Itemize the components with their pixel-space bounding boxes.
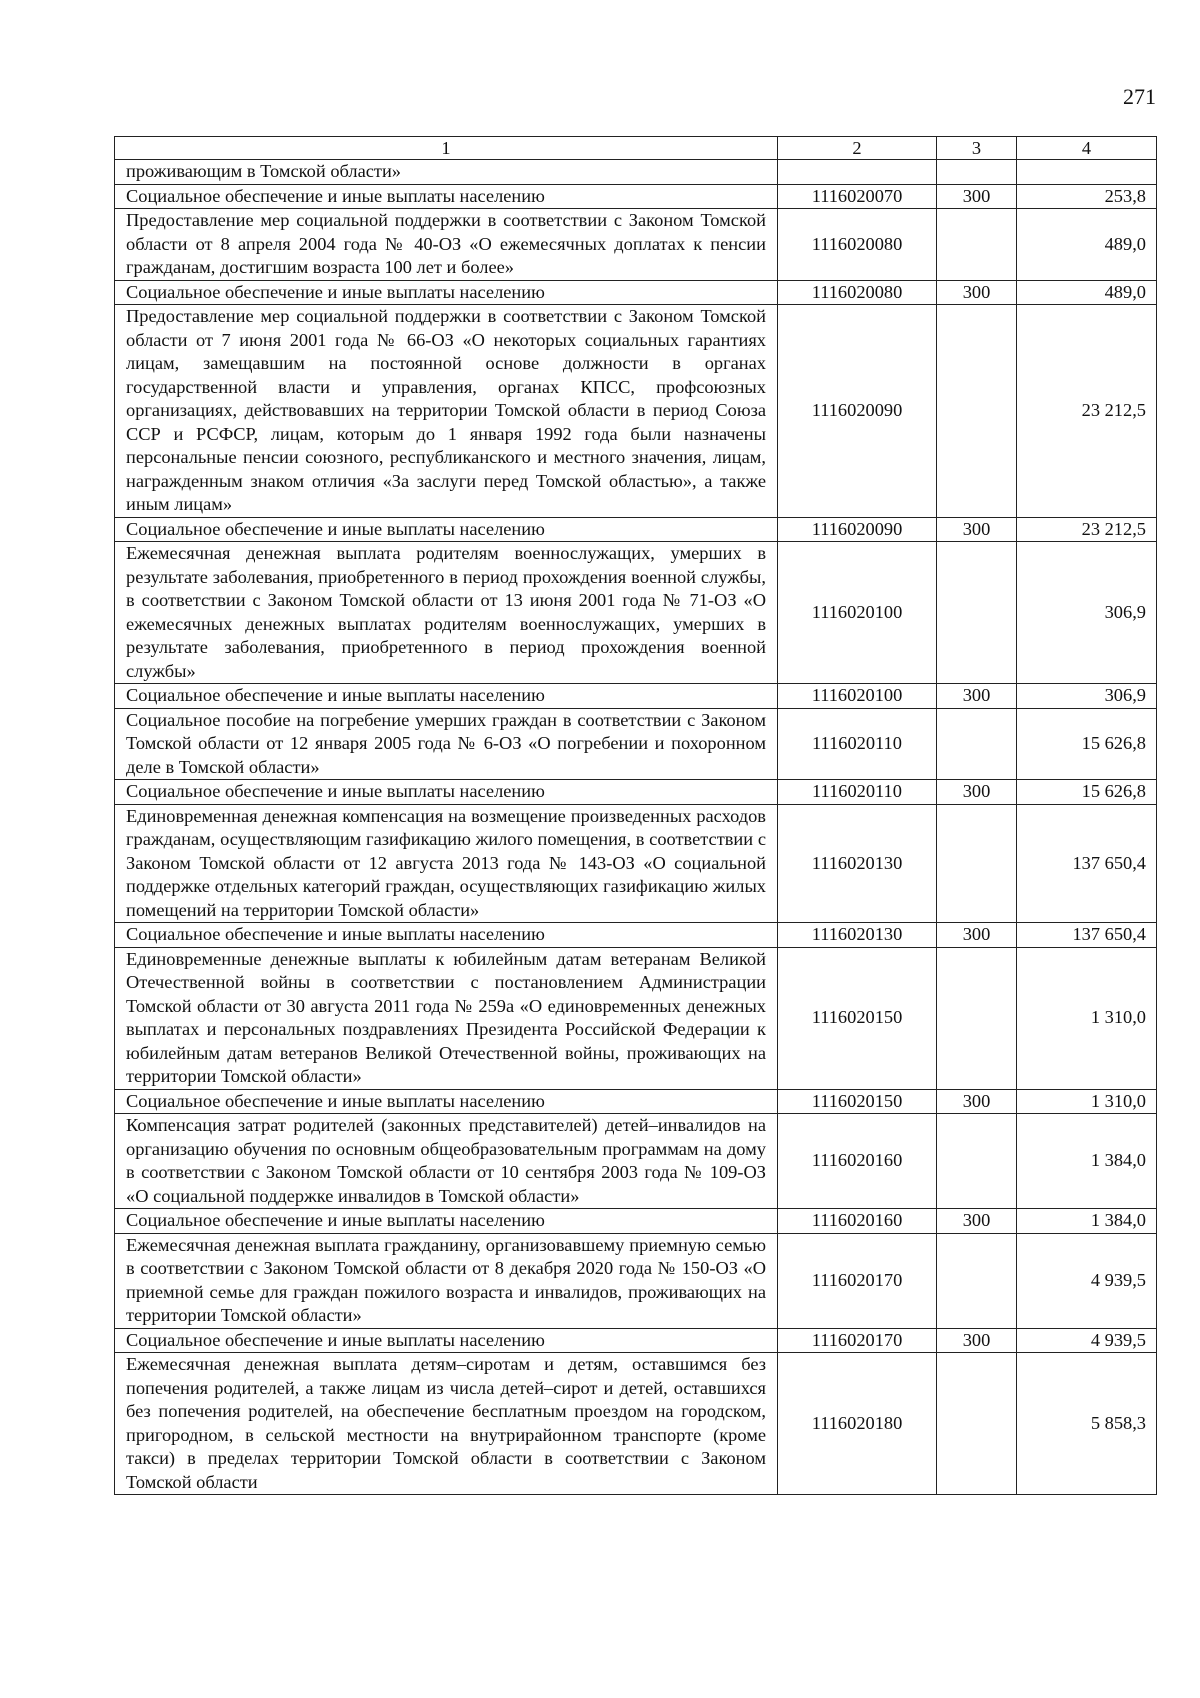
row-code: 1116020130 <box>778 804 937 923</box>
table-row <box>115 947 1157 1089</box>
header-col-3: 3 <box>937 137 1017 160</box>
row-amount: 23 212,5 <box>1017 305 1157 518</box>
table-row <box>115 1209 1157 1234</box>
table-header <box>115 137 1157 160</box>
row-expense-type <box>937 542 1017 684</box>
table-row <box>115 305 1157 518</box>
table-row <box>115 184 1157 209</box>
row-expense-type <box>937 947 1017 1089</box>
row-description: Единовременные денежные выплаты к юбилейным датам ветеранам Великой Отечественной войны в соответствии с постановлением Администрации Томской области от 30 августа 2011 года № 259а «О единовременных денежных выплатах и персональных поздравлениях Президента Российской Федерации к юбилейным датам ветеранов Великой Отечественной войны, проживающих на территории Томской области» <box>115 947 778 1089</box>
row-code <box>778 160 937 185</box>
row-description: Ежемесячная денежная выплата детям–сиротам и детям, оставшимся без попечения родителей, а также лицам из числа детей–сирот и детей, оставшихся без попечения родителей, на обеспечение бесплатным проездом на городском, пригородном, в сельской местности на внутрирайонном транспорте (кроме такси) в пределах территории Томской области в соответствии с Законом Томской области <box>115 1353 778 1495</box>
budget-table <box>114 136 1157 1495</box>
row-expense-type <box>937 1233 1017 1328</box>
table-row <box>115 517 1157 542</box>
row-expense-type <box>937 1114 1017 1209</box>
row-amount: 306,9 <box>1017 542 1157 684</box>
row-description: Единовременная денежная компенсация на возмещение произведенных расходов гражданам, осуществляющим газификацию жилого помещения, в соответствии с Законом Томской области от 12 августа 2013 года № 143-ОЗ «О социальной поддержке отдельных категорий граждан, осуществляющих газификацию жилых помещений на территории Томской области» <box>115 804 778 923</box>
row-expense-type: 300 <box>937 280 1017 305</box>
row-description: Предоставление мер социальной поддержки в соответствии с Законом Томской области от 7 июня 2001 года № 66-ОЗ «О некоторых социальных гарантиях лицам, замещавшим на постоянной основе должности в органах государственной власти и управления, органах КПСС, профсоюзных организациях, действовавших на территории Томской области в период Союза ССР и РСФСР, лицам, которым до 1 января 1992 года были назначены персональные пенсии союзного, республиканского и местного значения, лицам, награжденным знаком отличия «За заслуги перед Томской областью», а также иным лицам» <box>115 305 778 518</box>
row-expense-type: 300 <box>937 1089 1017 1114</box>
row-amount: 489,0 <box>1017 209 1157 281</box>
row-expense-type: 300 <box>937 780 1017 805</box>
row-expense-type <box>937 804 1017 923</box>
row-code: 1116020080 <box>778 280 937 305</box>
row-description: Ежемесячная денежная выплата гражданину, организовавшему приемную семью в соответствии с Законом Томской области от 8 декабря 2020 года № 150-ОЗ «О приемной семье для граждан пожилого возраста и инвалидов, проживающих на территории Томской области» <box>115 1233 778 1328</box>
row-expense-type <box>937 160 1017 185</box>
header-col-1: 1 <box>115 137 778 160</box>
row-amount: 15 626,8 <box>1017 780 1157 805</box>
row-amount: 1 310,0 <box>1017 947 1157 1089</box>
row-code: 1116020160 <box>778 1114 937 1209</box>
table-row <box>115 542 1157 684</box>
row-amount: 1 310,0 <box>1017 1089 1157 1114</box>
table-row <box>115 1328 1157 1353</box>
row-code: 1116020070 <box>778 184 937 209</box>
table-row <box>115 1233 1157 1328</box>
page-number: 271 <box>1123 84 1156 109</box>
row-amount: 1 384,0 <box>1017 1114 1157 1209</box>
row-code: 1116020130 <box>778 923 937 948</box>
row-expense-type: 300 <box>937 184 1017 209</box>
row-description: Социальное обеспечение и иные выплаты населению <box>115 1328 778 1353</box>
table-row <box>115 160 1157 185</box>
row-code: 1116020160 <box>778 1209 937 1234</box>
row-code: 1116020150 <box>778 1089 937 1114</box>
header-col-4: 4 <box>1017 137 1157 160</box>
row-code: 1116020110 <box>778 708 937 780</box>
table-row <box>115 280 1157 305</box>
header-row <box>115 137 1157 160</box>
table-row <box>115 684 1157 709</box>
row-description: Социальное обеспечение и иные выплаты населению <box>115 184 778 209</box>
table-row <box>115 209 1157 281</box>
row-description: Социальное обеспечение и иные выплаты населению <box>115 1089 778 1114</box>
row-description: Социальное обеспечение и иные выплаты населению <box>115 780 778 805</box>
row-code: 1116020090 <box>778 517 937 542</box>
row-amount: 23 212,5 <box>1017 517 1157 542</box>
row-expense-type <box>937 209 1017 281</box>
row-description: проживающим в Томской области» <box>115 160 778 185</box>
row-description: Ежемесячная денежная выплата родителям военнослужащих, умерших в результате заболевания, приобретенного в период прохождения военной службы, в соответствии с Законом Томской области от 13 июня 2001 года № 71-ОЗ «О ежемесячных денежных выплатах родителям военнослужащих, умерших в результате заболевания, приобретенного в период прохождения военной службы» <box>115 542 778 684</box>
row-code: 1116020090 <box>778 305 937 518</box>
row-amount: 137 650,4 <box>1017 804 1157 923</box>
row-amount: 306,9 <box>1017 684 1157 709</box>
header-col-2: 2 <box>778 137 937 160</box>
row-amount: 489,0 <box>1017 280 1157 305</box>
row-amount: 253,8 <box>1017 184 1157 209</box>
row-description: Социальное обеспечение и иные выплаты населению <box>115 923 778 948</box>
row-code: 1116020100 <box>778 542 937 684</box>
table-row <box>115 708 1157 780</box>
table-row <box>115 923 1157 948</box>
table-row <box>115 780 1157 805</box>
row-description: Компенсация затрат родителей (законных представителей) детей–инвалидов на организацию обучения по основным общеобразовательным программам на дому в соответствии с Законом Томской области от 10 сентября 2003 года № 109-ОЗ «О социальной поддержке инвалидов в Томской области» <box>115 1114 778 1209</box>
row-description: Социальное обеспечение и иные выплаты населению <box>115 517 778 542</box>
row-description: Предоставление мер социальной поддержки в соответствии с Законом Томской области от 8 апреля 2004 года № 40-ОЗ «О ежемесячных доплатах к пенсии гражданам, достигшим возраста 100 лет и более» <box>115 209 778 281</box>
row-amount: 137 650,4 <box>1017 923 1157 948</box>
row-description: Социальное пособие на погребение умерших граждан в соответствии с Законом Томской области от 12 января 2005 года № 6-ОЗ «О погребении и похоронном деле в Томской области» <box>115 708 778 780</box>
row-description: Социальное обеспечение и иные выплаты населению <box>115 684 778 709</box>
row-code: 1116020110 <box>778 780 937 805</box>
row-expense-type: 300 <box>937 1328 1017 1353</box>
row-expense-type: 300 <box>937 1209 1017 1234</box>
row-code: 1116020150 <box>778 947 937 1089</box>
row-amount: 4 939,5 <box>1017 1233 1157 1328</box>
row-code: 1116020170 <box>778 1328 937 1353</box>
row-expense-type: 300 <box>937 684 1017 709</box>
table-row <box>115 1114 1157 1209</box>
table-row <box>115 1353 1157 1495</box>
row-amount: 15 626,8 <box>1017 708 1157 780</box>
row-amount: 5 858,3 <box>1017 1353 1157 1495</box>
row-description: Социальное обеспечение и иные выплаты населению <box>115 280 778 305</box>
row-amount: 4 939,5 <box>1017 1328 1157 1353</box>
table-row <box>115 804 1157 923</box>
row-expense-type <box>937 305 1017 518</box>
row-amount: 1 384,0 <box>1017 1209 1157 1234</box>
row-expense-type: 300 <box>937 923 1017 948</box>
row-expense-type: 300 <box>937 517 1017 542</box>
row-code: 1116020100 <box>778 684 937 709</box>
row-code: 1116020080 <box>778 209 937 281</box>
row-description: Социальное обеспечение и иные выплаты населению <box>115 1209 778 1234</box>
row-expense-type <box>937 1353 1017 1495</box>
row-code: 1116020170 <box>778 1233 937 1328</box>
table-row <box>115 1089 1157 1114</box>
table-body <box>115 160 1157 1495</box>
row-code: 1116020180 <box>778 1353 937 1495</box>
row-expense-type <box>937 708 1017 780</box>
row-amount <box>1017 160 1157 185</box>
